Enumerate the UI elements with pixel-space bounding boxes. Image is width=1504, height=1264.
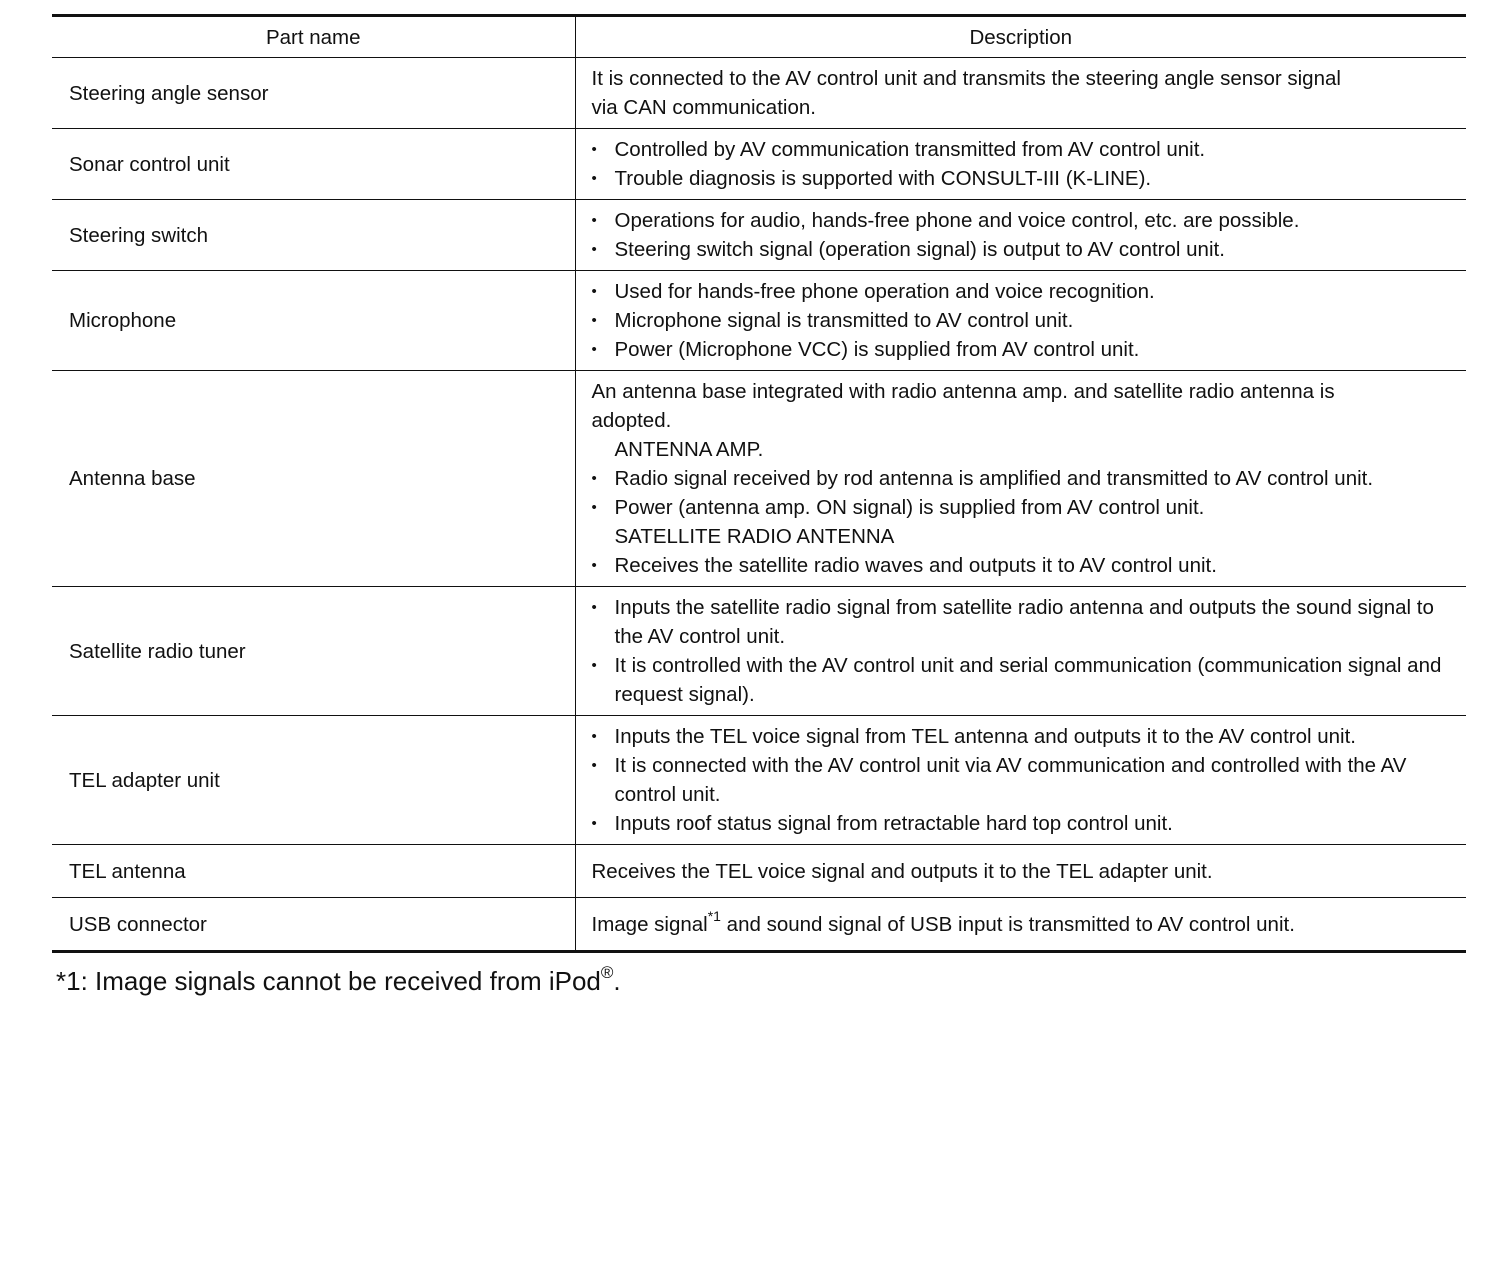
part-name-cell: Microphone — [52, 271, 575, 371]
description-line — [591, 907, 1459, 939]
description-line: It is connected to the AV control unit and transmits the steering angle sensor signal — [591, 67, 1341, 90]
description-cell — [575, 845, 1466, 898]
description-line: via CAN communication. — [591, 96, 816, 119]
description-text: and sound signal of USB input is transmitted to AV control unit. — [720, 912, 1295, 936]
table-row — [52, 898, 1466, 952]
part-name-cell: Satellite radio tuner — [52, 587, 575, 716]
table-row — [52, 129, 1466, 200]
section-heading: SATELLITE RADIO ANTENNA — [614, 525, 895, 548]
column-header-part-name: Part name — [52, 16, 575, 58]
bullet-item: • Power (Microphone VCC) is supplied from AV control unit. — [592, 335, 1459, 364]
table-row — [52, 271, 1466, 371]
bullet-item: • Trouble diagnosis is supported with CONSULT-III (K-LINE). — [592, 164, 1459, 193]
bullet-item: • Power (antenna amp. ON signal) is supplied from AV control unit. — [592, 493, 1459, 522]
description-cell — [575, 271, 1466, 371]
bullet-item: • Radio signal received by rod antenna is amplified and transmitted to AV control unit. — [592, 464, 1459, 493]
table-row — [52, 371, 1466, 587]
section-heading: ANTENNA AMP. — [614, 438, 764, 461]
footnote-end: . — [613, 966, 621, 996]
registered-mark: ® — [600, 963, 614, 982]
table-header-row — [52, 16, 1466, 58]
bullet-item: • Operations for audio, hands-free phone and voice control, etc. are possible. — [592, 206, 1459, 235]
part-name-cell: TEL adapter unit — [52, 716, 575, 845]
table-row — [52, 58, 1466, 129]
description-cell — [575, 371, 1466, 587]
part-name-cell: TEL antenna — [52, 845, 575, 898]
bullet-item: • Steering switch signal (operation signal) is output to AV control unit. — [592, 235, 1459, 264]
footnote-reference: *1 — [707, 907, 721, 924]
bullet-item: • It is controlled with the AV control unit and serial communication (communication signal and request signal). — [592, 651, 1459, 709]
part-name-cell: Steering switch — [52, 200, 575, 271]
bullet-item: • Inputs roof status signal from retractable hard top control unit. — [592, 809, 1459, 838]
bullet-item: • Inputs the TEL voice signal from TEL antenna and outputs it to the AV control unit. — [592, 722, 1459, 751]
bullet-item: • Receives the satellite radio waves and outputs it to AV control unit. — [592, 551, 1459, 580]
description-cell — [575, 587, 1466, 716]
part-name-cell: USB connector — [52, 898, 575, 952]
description-cell — [575, 129, 1466, 200]
bullet-item: • Microphone signal is transmitted to AV control unit. — [592, 306, 1459, 335]
description-cell — [575, 200, 1466, 271]
bullet-item: • Used for hands-free phone operation and voice recognition. — [592, 277, 1459, 306]
bullet-item: • It is connected with the AV control unit via AV communication and controlled with the AV control unit. — [592, 751, 1459, 809]
bullet-item: • Inputs the satellite radio signal from satellite radio antenna and outputs the sound signal to the AV control unit. — [592, 593, 1459, 651]
table-row — [52, 587, 1466, 716]
description-cell — [575, 58, 1466, 129]
column-header-description: Description — [575, 16, 1466, 58]
footnote — [56, 965, 1466, 997]
parts-table — [52, 14, 1466, 953]
footnote-text: *1: Image signals cannot be received from iPod — [56, 966, 601, 996]
description-line: adopted. — [591, 409, 672, 432]
table-row — [52, 200, 1466, 271]
description-line: Receives the TEL voice signal and outputs it to the TEL adapter unit. — [591, 859, 1213, 883]
description-line: An antenna base integrated with radio antenna amp. and satellite radio antenna is — [591, 380, 1335, 403]
description-text: Image signal — [591, 912, 708, 936]
bullet-item: • Controlled by AV communication transmitted from AV control unit. — [592, 135, 1459, 164]
part-name-cell: Antenna base — [52, 371, 575, 587]
part-name-cell: Steering angle sensor — [52, 58, 575, 129]
description-cell — [575, 898, 1466, 952]
description-cell — [575, 716, 1466, 845]
table-row — [52, 716, 1466, 845]
table-row — [52, 845, 1466, 898]
part-name-cell: Sonar control unit — [52, 129, 575, 200]
document-page — [52, 14, 1466, 997]
